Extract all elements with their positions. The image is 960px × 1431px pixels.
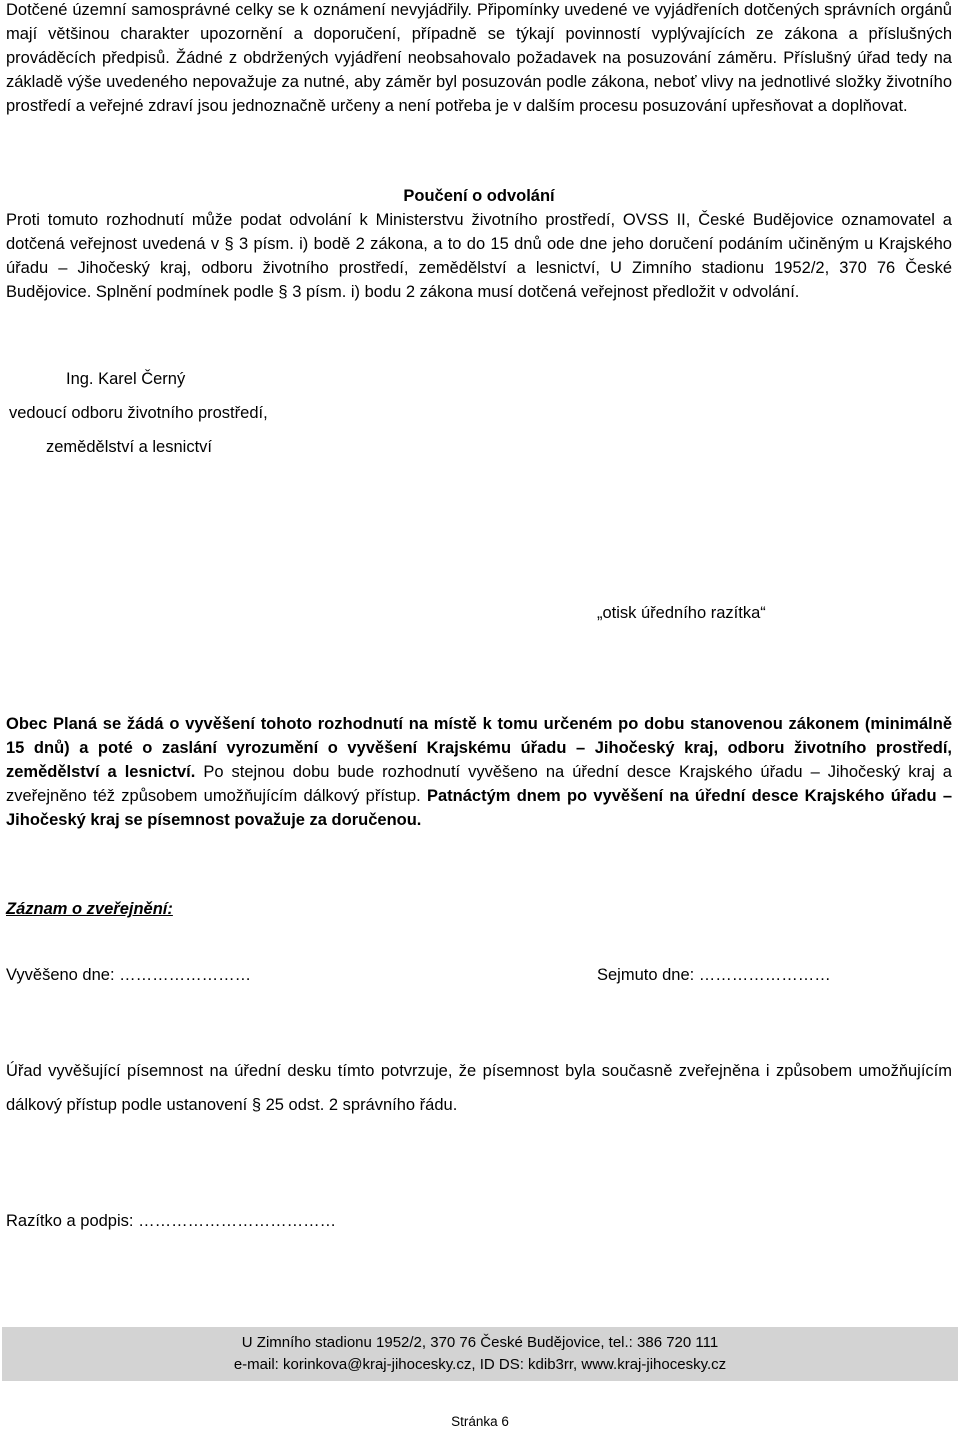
appeal-heading: Poučení o odvolání <box>403 187 555 205</box>
stamp-placeholder: „otisk úředního razítka“ <box>597 604 766 622</box>
footer-address: U Zimního stadionu 1952/2, 370 76 České Budějovice, tel.: 386 720 111 <box>241 1334 719 1351</box>
stamp-signature-field: Razítko a podpis: ……………………………… <box>6 1212 337 1230</box>
signatory-position-line2: zemědělství a lesnictví <box>46 438 212 456</box>
appeal-section <box>6 184 952 304</box>
notice-bold-1: Obec Planá se žádá o vyvěšení tohoto rozhodnutí na místě k tomu určeném po dobu stanovenou zákonem (minimálně 15 dnů) a poté o zaslání vyrozumění o vyvěšení Krajskému úřadu – Jihočeský kraj, odboru životního prostředí, zemědělství a lesnictví. <box>6 715 952 781</box>
signatory-name: Ing. Karel Černý <box>66 370 186 388</box>
signatory-position-line1: vedoucí odboru životního prostředí, <box>9 404 268 422</box>
appeal-text: Proti tomuto rozhodnutí může podat odvolání k Ministerstvu životního prostředí, OVSS II, České Budějovice oznamovatel a dotčená veřejnost uvedená v § 3 písm. i) bodě 2 zákona, a to do 15 dnů ode dne jeho doručení podáním učiněným u Krajského úřadu – Jihočeský kraj, odboru životního prostředí, zemědělství a lesnictví, U Zimního stadionu 1952/2, 370 76 České Budějovice. Splnění podmínek podle § 3 písm. i) bodu 2 zákona musí dotčená veřejnost předložit v odvolání. <box>6 211 952 301</box>
record-confirmation: Úřad vyvěšující písemnost na úřední desku tímto potvrzuje, že písemnost byla současně zveřejněna i způsobem umožňujícím dálkový přístup podle ustanovení § 25 odst. 2 správního řádu. <box>6 1062 952 1114</box>
record-title: Záznam o zveřejnění: <box>6 900 173 918</box>
paragraph-opinions: Dotčené územní samosprávné celky se k oznámení nevyjádřily. Připomínky uvedené ve vyjádřeních dotčených správních orgánů mají většinou charakter upozornění a doporučení, případně se týkají povinností vyplývajících ze zákona a příslušných prováděcích předpisů. Žádné z obdržených vyjádření neobsahovalo požadavek na posuzování záměru. Příslušný úřad tedy na základě výše uvedeného nepovažuje za nutné, aby záměr byl posuzován podle zákona, neboť vlivy na jednotlivé složky životního prostředí a veřejné zdraví jsou jednoznačně určeny a není potřeba je v dalším procesu posuzování upřesňovat a doplňovat. <box>6 1 952 115</box>
page-number: Stránka 6 <box>451 1414 509 1429</box>
footer <box>2 1327 958 1381</box>
posting-notice <box>6 712 952 832</box>
posted-date-field: Vyvěšeno dne: …………………… <box>6 966 252 984</box>
removed-date-field: Sejmuto dne: …………………… <box>597 966 831 984</box>
notice-normal: Po stejnou dobu bude rozhodnutí vyvěšeno na úřední desce Krajského úřadu – Jihočeský kraj a zveřejněno též způsobem umožňujícím dálkový přístup. <box>6 763 952 805</box>
footer-contact: e-mail: korinkova@kraj-jihocesky.cz, ID DS: kdib3rr, www.kraj-jihocesky.cz <box>233 1356 727 1373</box>
notice-bold-2: Patnáctým dnem po vyvěšení na úřední desce Krajského úřadu – Jihočeský kraj se písemnost považuje za doručenou. <box>6 787 952 829</box>
